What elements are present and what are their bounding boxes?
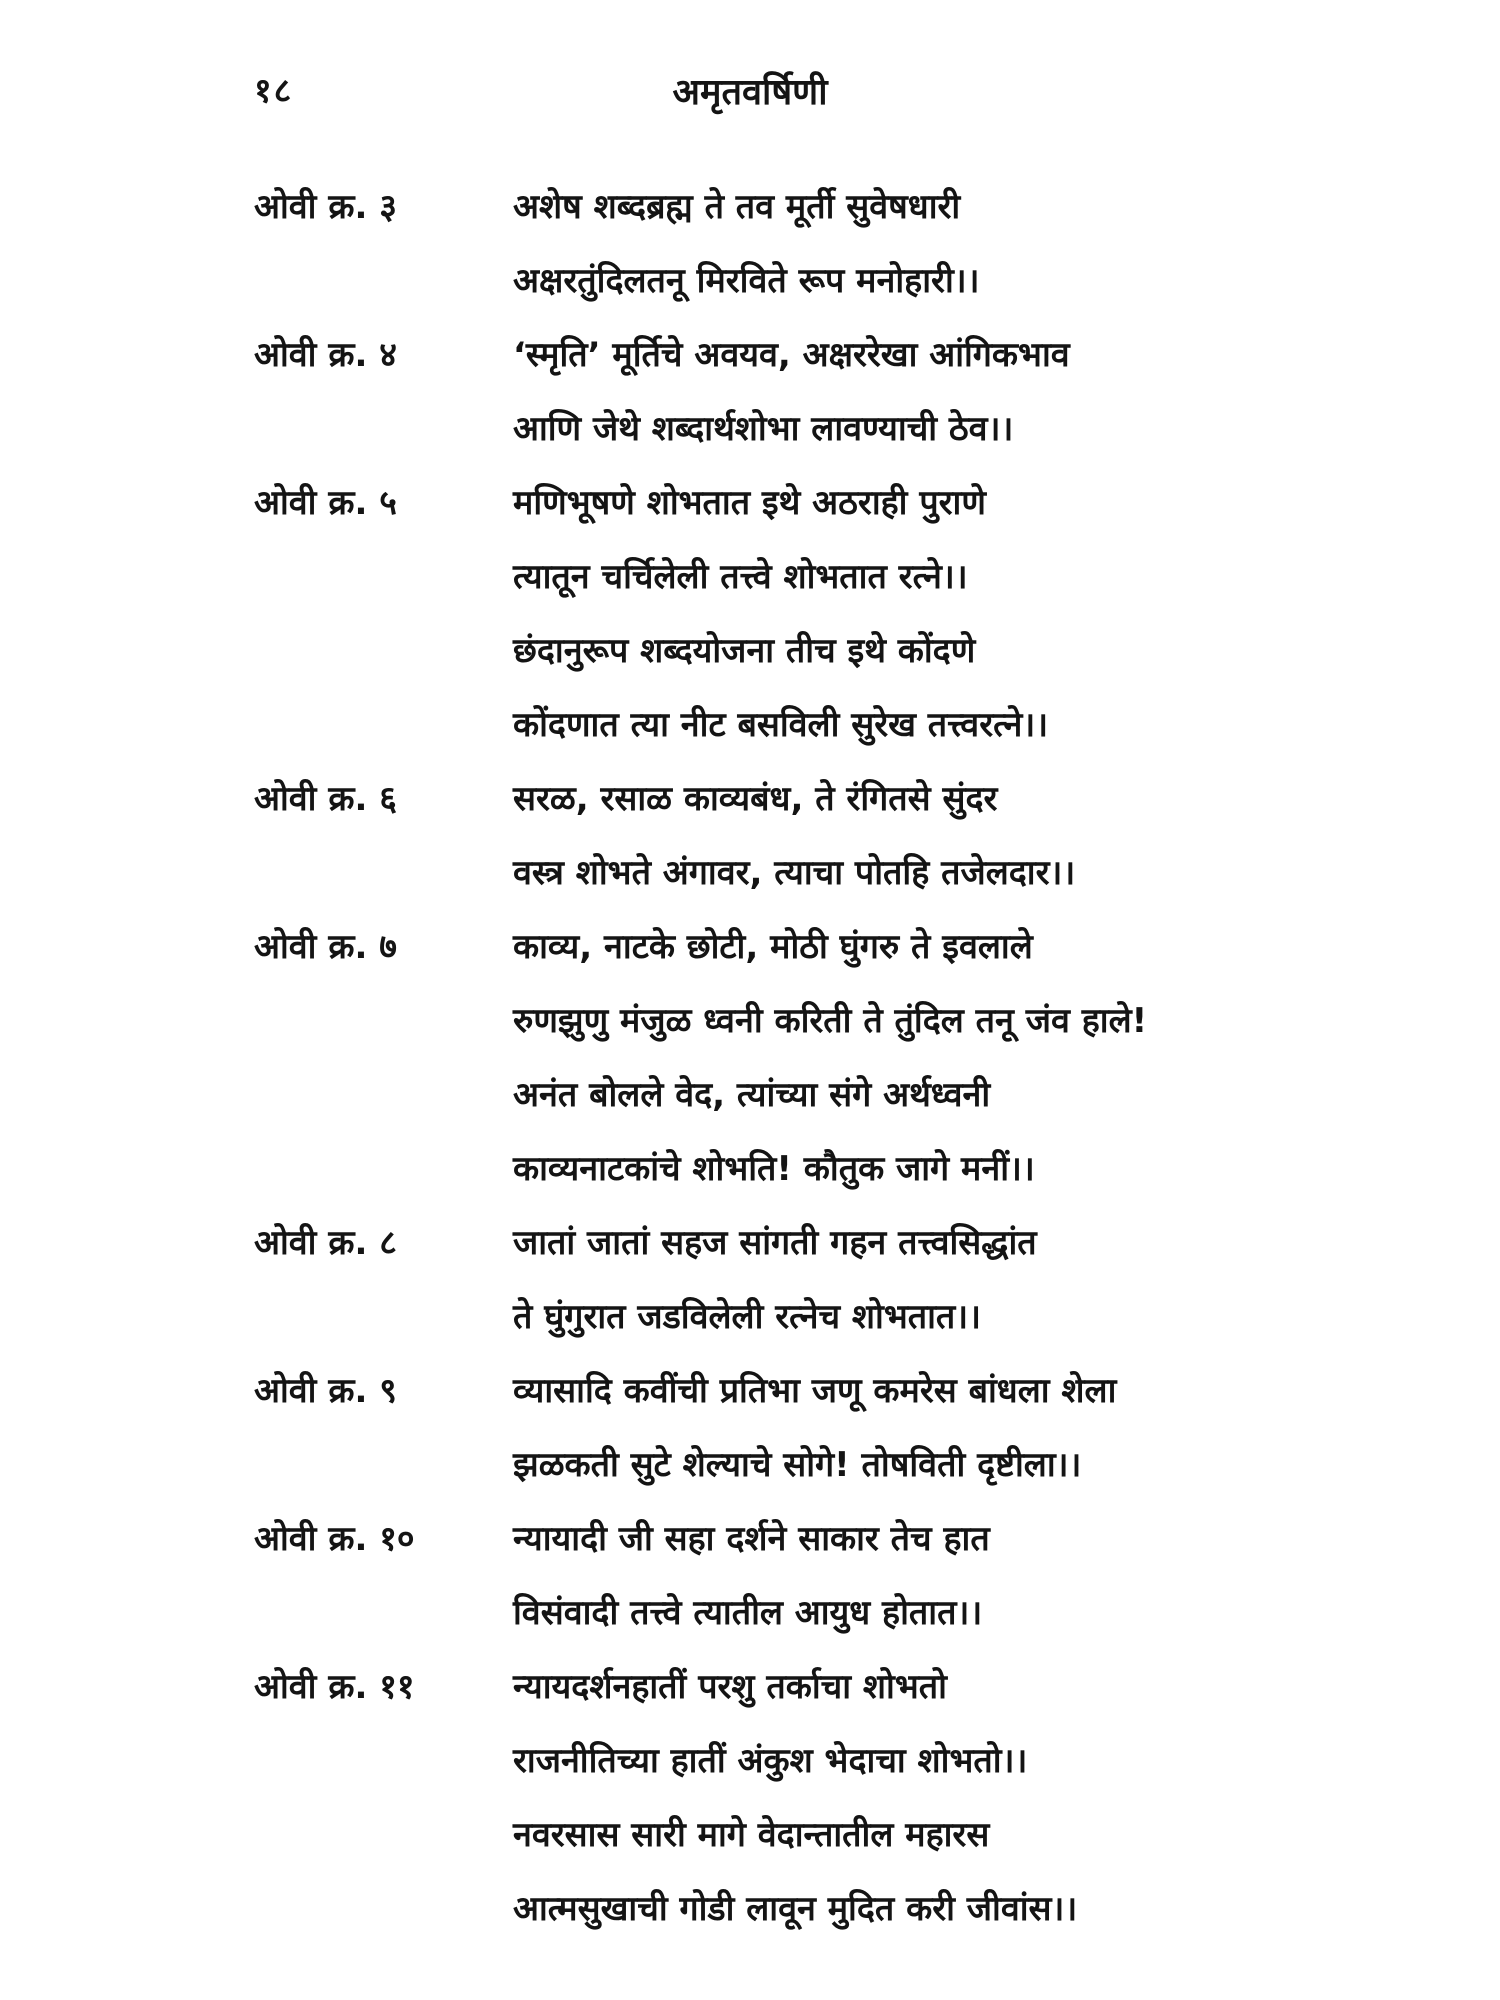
verse-line: अशेष शब्दब्रह्म ते तव मूर्ती सुवेषधारी [513, 187, 961, 227]
verse-line: कोंदणात त्या नीट बसविली सुरेख तत्त्वरत्ने।। [513, 705, 1049, 745]
ovi-number-label: ओवी क्र. ५ [254, 483, 397, 523]
verse-line: रुणझुणु मंजुळ ध्वनी करिती ते तुंदिल तनू जंव हाले! [513, 1001, 1148, 1041]
verse-line: अनंत बोलले वेद, त्यांच्या संगे अर्थध्वनी [513, 1075, 991, 1115]
verse-line: छंदानुरूप शब्दयोजना तीच इथे कोंदणे [513, 631, 976, 671]
verse-line: ते घुंगुरात जडविलेली रत्नेच शोभतात।। [513, 1297, 982, 1337]
verse-line: त्यातून चर्चिलेली तत्त्वे शोभतात रत्ने।। [513, 557, 968, 597]
verse-line: सरळ, रसाळ काव्यबंध, ते रंगितसे सुंदर [513, 779, 998, 819]
verse-row [0, 910, 1500, 984]
ovi-stanza [0, 1502, 1500, 1650]
ovi-number-label: ओवी क्र. ३ [254, 187, 397, 227]
ovi-number-label: ओवी क्र. ८ [254, 1223, 397, 1263]
verse-line: मणिभूषणे शोभतात इथे अठराही पुराणे [513, 483, 986, 523]
verse-row [0, 1280, 1500, 1354]
ovi-stanza [0, 1206, 1500, 1354]
verse-row [0, 836, 1500, 910]
page-header [0, 66, 1500, 126]
ovi-stanza [0, 1354, 1500, 1502]
verse-row [0, 1798, 1500, 1872]
verse-row [0, 1058, 1500, 1132]
verse-line: आणि जेथे शब्दार्थशोभा लावण्याची ठेव।। [513, 409, 1014, 449]
verse-row [0, 466, 1500, 540]
verse-body [0, 170, 1500, 1946]
verse-row [0, 1872, 1500, 1946]
verse-line: काव्य, नाटके छोटी, मोठी घुंगरु ते इवलाले [513, 927, 1033, 967]
verse-line: झळकती सुटे शेल्याचे सोगे! तोषविती दृष्टीला।। [513, 1445, 1082, 1485]
verse-row [0, 170, 1500, 244]
verse-row [0, 1502, 1500, 1576]
verse-line: काव्यनाटकांचे शोभति! कौतुक जागे मनीं।। [513, 1149, 1035, 1189]
verse-row [0, 1724, 1500, 1798]
verse-line: राजनीतिच्या हातीं अंकुश भेदाचा शोभतो।। [513, 1741, 1028, 1781]
page-title: अमृतवर्षिणी [672, 72, 828, 113]
verse-row [0, 1354, 1500, 1428]
verse-line: आत्मसुखाची गोडी लावून मुदित करी जीवांस।। [513, 1889, 1078, 1929]
verse-line: व्यासादि कवींची प्रतिभा जणू कमरेस बांधला शेला [513, 1371, 1117, 1411]
ovi-number-label: ओवी क्र. ४ [254, 335, 397, 375]
verse-line: ‘स्मृति’ मूर्तिचे अवयव, अक्षररेखा आंगिकभाव [513, 335, 1070, 375]
verse-row [0, 318, 1500, 392]
verse-row [0, 540, 1500, 614]
page-number: १८ [254, 71, 294, 111]
ovi-stanza [0, 1650, 1500, 1946]
verse-row [0, 1428, 1500, 1502]
ovi-number-label: ओवी क्र. १० [254, 1519, 415, 1559]
ovi-stanza [0, 762, 1500, 910]
ovi-stanza [0, 466, 1500, 762]
ovi-stanza [0, 318, 1500, 466]
ovi-number-label: ओवी क्र. ११ [254, 1667, 415, 1707]
verse-row [0, 244, 1500, 318]
verse-row [0, 1132, 1500, 1206]
verse-row [0, 762, 1500, 836]
verse-row [0, 392, 1500, 466]
verse-row [0, 1650, 1500, 1724]
ovi-number-label: ओवी क्र. ७ [254, 927, 397, 967]
verse-line: अक्षरतुंदिलतनू मिरविते रूप मनोहारी।। [513, 261, 980, 301]
ovi-number-label: ओवी क्र. ६ [254, 779, 397, 819]
verse-line: नवरसास सारी मागे वेदान्तातील महारस [513, 1815, 990, 1855]
verse-line: न्यायादी जी सहा दर्शने साकार तेच हात [513, 1519, 990, 1559]
verse-line: वस्त्र शोभते अंगावर, त्याचा पोतहि तजेलदार।। [513, 853, 1076, 893]
verse-row [0, 984, 1500, 1058]
verse-row [0, 688, 1500, 762]
ovi-stanza [0, 170, 1500, 318]
verse-line: न्यायदर्शनहातीं परशु तर्काचा शोभतो [513, 1667, 947, 1707]
verse-row [0, 1206, 1500, 1280]
ovi-stanza [0, 910, 1500, 1206]
verse-line: विसंवादी तत्त्वे त्यातील आयुध होतात।। [513, 1593, 983, 1633]
verse-row [0, 1576, 1500, 1650]
verse-row [0, 614, 1500, 688]
ovi-number-label: ओवी क्र. ९ [254, 1371, 397, 1411]
verse-line: जातां जातां सहज सांगती गहन तत्त्वसिद्धांत [513, 1223, 1037, 1263]
